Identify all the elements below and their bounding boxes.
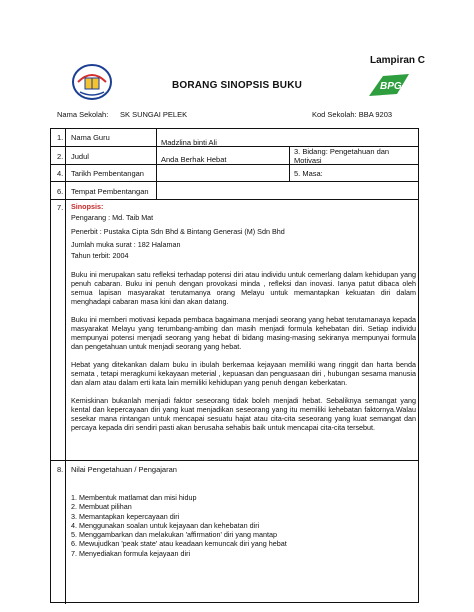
row-divider xyxy=(51,460,418,461)
judul-value: Anda Berhak Hebat xyxy=(161,155,227,164)
number-column-divider xyxy=(65,129,66,604)
list-item: 2. Membuat pilihan xyxy=(71,502,132,512)
tarikh-label: Tarikh Pembentangan xyxy=(71,169,144,178)
penerbit: Penerbit : Pustaka Cipta Sdn Bhd & Bintang Generasi (M) Sdn Bhd xyxy=(71,227,285,236)
sinopsis-heading: Sinopsis: xyxy=(71,202,104,211)
sinopsis-section xyxy=(71,202,416,432)
form-table xyxy=(50,128,419,603)
masa-field: 5. Masa: xyxy=(294,169,323,178)
pengarang: Pengarang : Md. Taib Mat xyxy=(71,213,154,222)
label-column-divider xyxy=(156,129,157,199)
row-divider xyxy=(51,199,418,200)
extra-column-divider xyxy=(289,146,290,181)
row-number: 6. xyxy=(57,187,64,196)
bidang-field: 3. Bidang: Pengetahuan dan Motivasi xyxy=(294,147,390,165)
list-item: 5. Menggambarkan dan melakukan 'affirmation' diri yang mantap xyxy=(71,530,277,540)
nilai-label: Nilai Pengetahuan / Pengajaran xyxy=(71,465,177,474)
svg-text:BPG: BPG xyxy=(380,81,402,92)
row-number: 4. xyxy=(57,169,64,178)
tahun-terbit: Tahun terbit: 2004 xyxy=(71,251,129,260)
judul-label: Judul xyxy=(71,152,89,161)
nama-guru-value: Madzlina binti Ali xyxy=(161,138,217,147)
row-number: 8. xyxy=(57,465,64,474)
kod-sekolah: Kod Sekolah: BBA 9203 xyxy=(312,110,393,119)
row-divider xyxy=(51,181,418,182)
nama-sekolah-label: Nama Sekolah: xyxy=(57,110,109,119)
list-item: 3. Memantapkan kepercayaan diri xyxy=(71,511,180,521)
list-item: 6. Mewujudkan 'peak state' atau keadaan kemuncak diri yang hebat xyxy=(71,539,287,549)
nama-guru-label: Nama Guru xyxy=(71,133,110,142)
sinopsis-paragraph: Hebat yang ditekankan dalam buku in ibulah berkemaa kejayaan memiliki wang ringgit dan harta benda semata , tetapi meragkumi kekayaan meterial , kepuasan dan penguasaan diri , hubungan sesama manusia dan alam atau dalam erti kata lain memiliki kehidupan yang penuh dengan keberkatan. xyxy=(71,360,416,387)
row-number: 7. xyxy=(57,203,64,212)
nama-sekolah-value: SK SUNGAI PELEK xyxy=(120,110,188,119)
list-item: 1. Membentuk matlamat dan misi hidup xyxy=(71,493,197,502)
tempat-label: Tempat Pembentangan xyxy=(71,187,149,196)
sinopsis-paragraph: Buku ini memberi motivasi kepada pembaca bagaimana menjadi seorang yang hebat terutamanaya kepada masyarakat Melayu yang terumbang-ambing dan masih menjadi formula kehebatan diri. Setiap individu mempunyai potensi menjadi seorang yang hebat di bidang masing-masing sekiranya mempunyai formula dan pengetahuan untuk menjadi seorang yang hebat. xyxy=(71,315,416,351)
jumlah-muka-surat: Jumlah muka surat : 182 Halaman xyxy=(71,240,181,249)
row-number: 1. xyxy=(57,133,64,142)
sinopsis-paragraph: Kemiskinan bukanlah menjadi faktor seseorang tidak boleh menjadi hebat. Sebaliknya semangat yang kental dan kepercayaan diri yang kuat menjadikan seseorang yang itu memiliki kehebatan faktornya.Walau sesekar mana rintangan untuk mencapai sesuatu hajat atau cita-cita seseorang yang kuat semangat dan percaya kepada diri sendiri pasti akan berusaha sehabis baik untuk mencapai cita-cita tersebut. xyxy=(71,396,416,432)
list-item: 7. Menyediakan formula kejayaan diri xyxy=(71,548,191,558)
row-number: 2. xyxy=(57,152,64,161)
page-title: BORANG SINOPSIS BUKU xyxy=(171,80,303,91)
list-item: 4. Menggunakan soalan untuk kejayaan dan kehebatan diri xyxy=(71,520,260,530)
nilai-list xyxy=(71,493,411,558)
lampiran-label: Lampiran C xyxy=(370,55,426,66)
sinopsis-paragraph: Buku ini merupakan satu refleksi terhadap potensi diri atau individu untuk cemerlang dalam kehidupan yang penuh cabaran. Buku ini penuh dengan provokasi minda , refleksi dan inovasi. Ianya patut dibaca oleh semua lapisan masyarakat terutamanya orang Melayu untuk memantapkan kekuatan diri dalam menghadapi cabaran masa kini dan akan datang. xyxy=(71,270,416,306)
